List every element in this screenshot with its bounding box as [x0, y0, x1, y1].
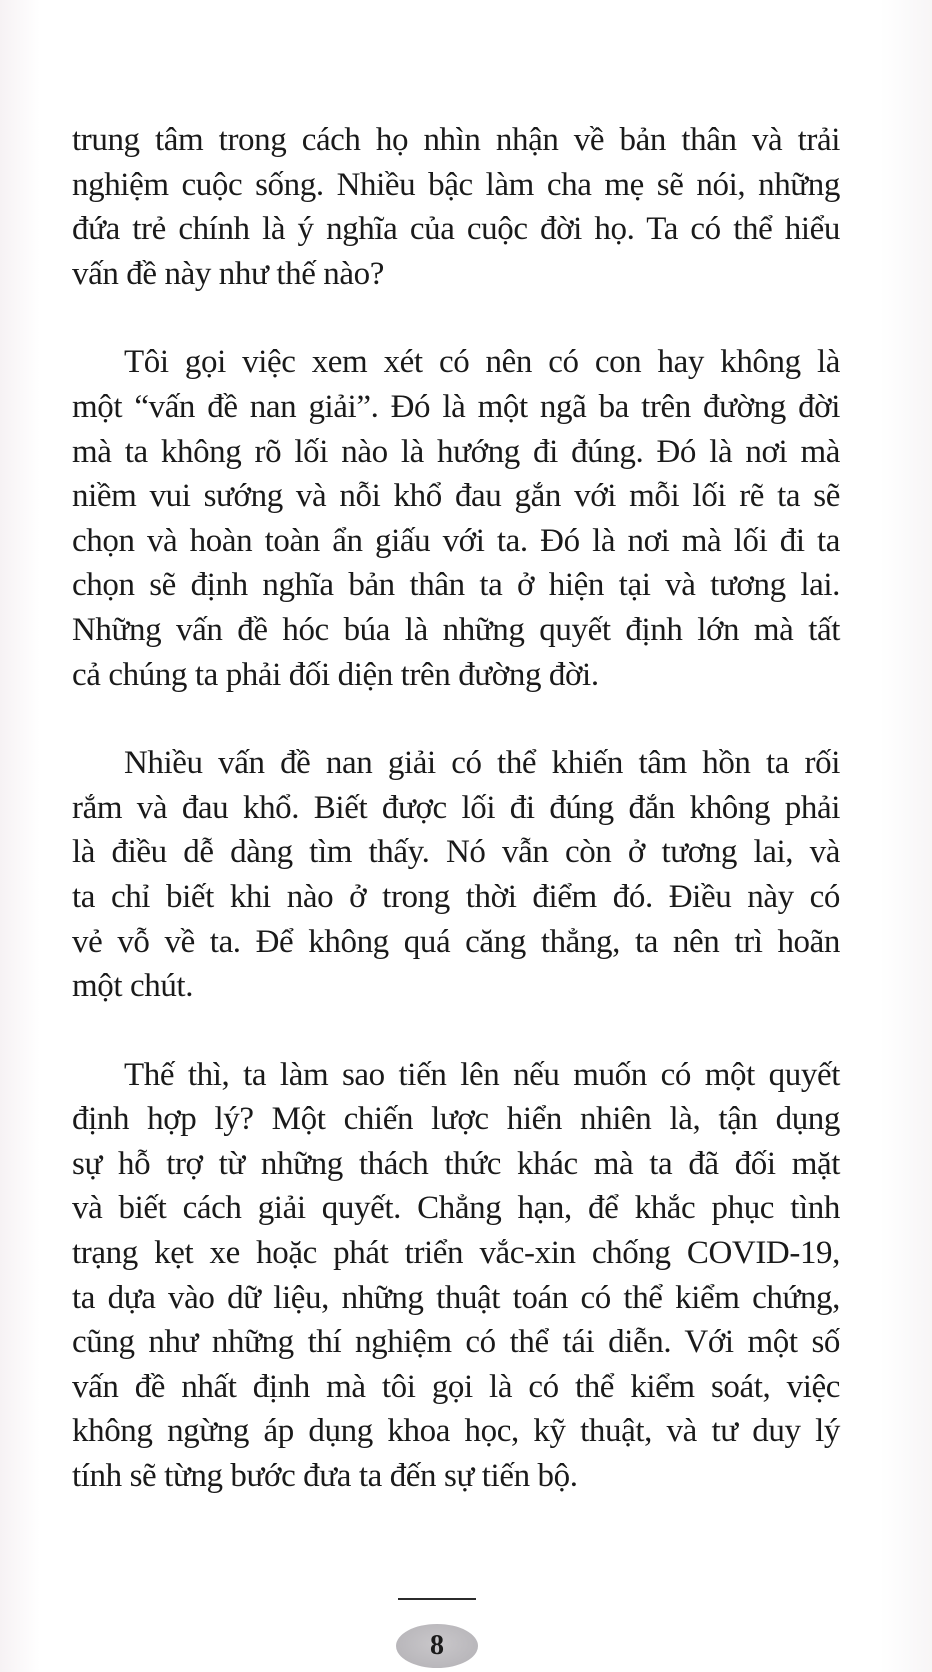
paragraph-gap	[72, 296, 840, 340]
text-line: chọn và hoàn toàn ẩn giấu với ta. Đó là nơi mà lối đi ta	[72, 522, 840, 559]
text-line: không ngừng áp dụng khoa học, kỹ thuật, và tư duy lý	[72, 1413, 840, 1450]
text-line: trạng kẹt xe hoặc phát triển vắc-xin chống COVID-19,	[72, 1235, 840, 1272]
text-line: niềm vui sướng và nỗi khổ đau gắn với mỗi lối rẽ ta sẽ	[72, 478, 840, 515]
text-line: vẻ vỗ về ta. Để không quá căng thẳng, ta nên trì hoãn	[72, 923, 840, 960]
footer-divider	[398, 1598, 476, 1600]
page-number: 8	[430, 1630, 444, 1661]
text-line: nghiệm cuộc sống. Nhiều bậc làm cha mẹ sẽ nói, những	[72, 166, 840, 203]
text-line: đứa trẻ chính là ý nghĩa của cuộc đời họ. Ta có thể hiểu	[72, 211, 840, 248]
paragraph-gap	[72, 1009, 840, 1053]
text-line: Những vấn đề hóc búa là những quyết định lớn mà tất	[72, 611, 840, 648]
paragraph-4	[72, 1053, 840, 1499]
paragraph-3	[72, 741, 840, 1009]
text-line: cũng như những thí nghiệm có thể tái diễn. Với một số	[72, 1324, 840, 1361]
text-line: một chút.	[72, 968, 194, 1005]
paragraph-2	[72, 340, 840, 697]
body-text	[72, 118, 840, 1499]
paragraph-1	[72, 118, 840, 296]
paragraph-gap	[72, 697, 840, 741]
text-line: một “vấn đề nan giải”. Đó là một ngã ba trên đường đời	[72, 388, 840, 425]
text-line: ta chỉ biết khi nào ở trong thời điểm đó. Điều này có	[72, 878, 840, 915]
text-line: sự hỗ trợ từ những thách thức khác mà ta đã đối mặt	[72, 1145, 840, 1182]
page-number-badge	[396, 1624, 478, 1668]
text-line: định hợp lý? Một chiến lược hiển nhiên là, tận dụng	[72, 1101, 840, 1138]
text-line: mà ta không rõ lối nào là hướng đi đúng. Đó là nơi mà	[72, 433, 840, 470]
text-line: trung tâm trong cách họ nhìn nhận về bản thân và trải	[72, 122, 840, 158]
text-line: tính sẽ từng bước đưa ta đến sự tiến bộ.	[72, 1458, 578, 1495]
text-line: cả chúng ta phải đối diện trên đường đời.	[72, 656, 599, 693]
text-line: và biết cách giải quyết. Chẳng hạn, để khắc phục tình	[72, 1190, 840, 1227]
text-line: ta dựa vào dữ liệu, những thuật toán có thể kiểm chứng,	[72, 1279, 840, 1316]
text-line: vấn đề này như thế nào?	[72, 255, 384, 292]
text-line: Nhiều vấn đề nan giải có thể khiến tâm hồn ta rối	[124, 745, 840, 782]
text-line: là điều dễ dàng tìm thấy. Nó vẫn còn ở tương lai, và	[72, 834, 840, 871]
text-line: vấn đề nhất định mà tôi gọi là có thể kiểm soát, việc	[72, 1368, 840, 1405]
text-line: chọn sẽ định nghĩa bản thân ta ở hiện tại và tương lai.	[72, 567, 840, 604]
text-line: Thế thì, ta làm sao tiến lên nếu muốn có một quyết	[124, 1056, 840, 1093]
text-line: Tôi gọi việc xem xét có nên có con hay không là	[124, 344, 840, 381]
text-line: rắm và đau khổ. Biết được lối đi đúng đắn không phải	[72, 789, 840, 826]
